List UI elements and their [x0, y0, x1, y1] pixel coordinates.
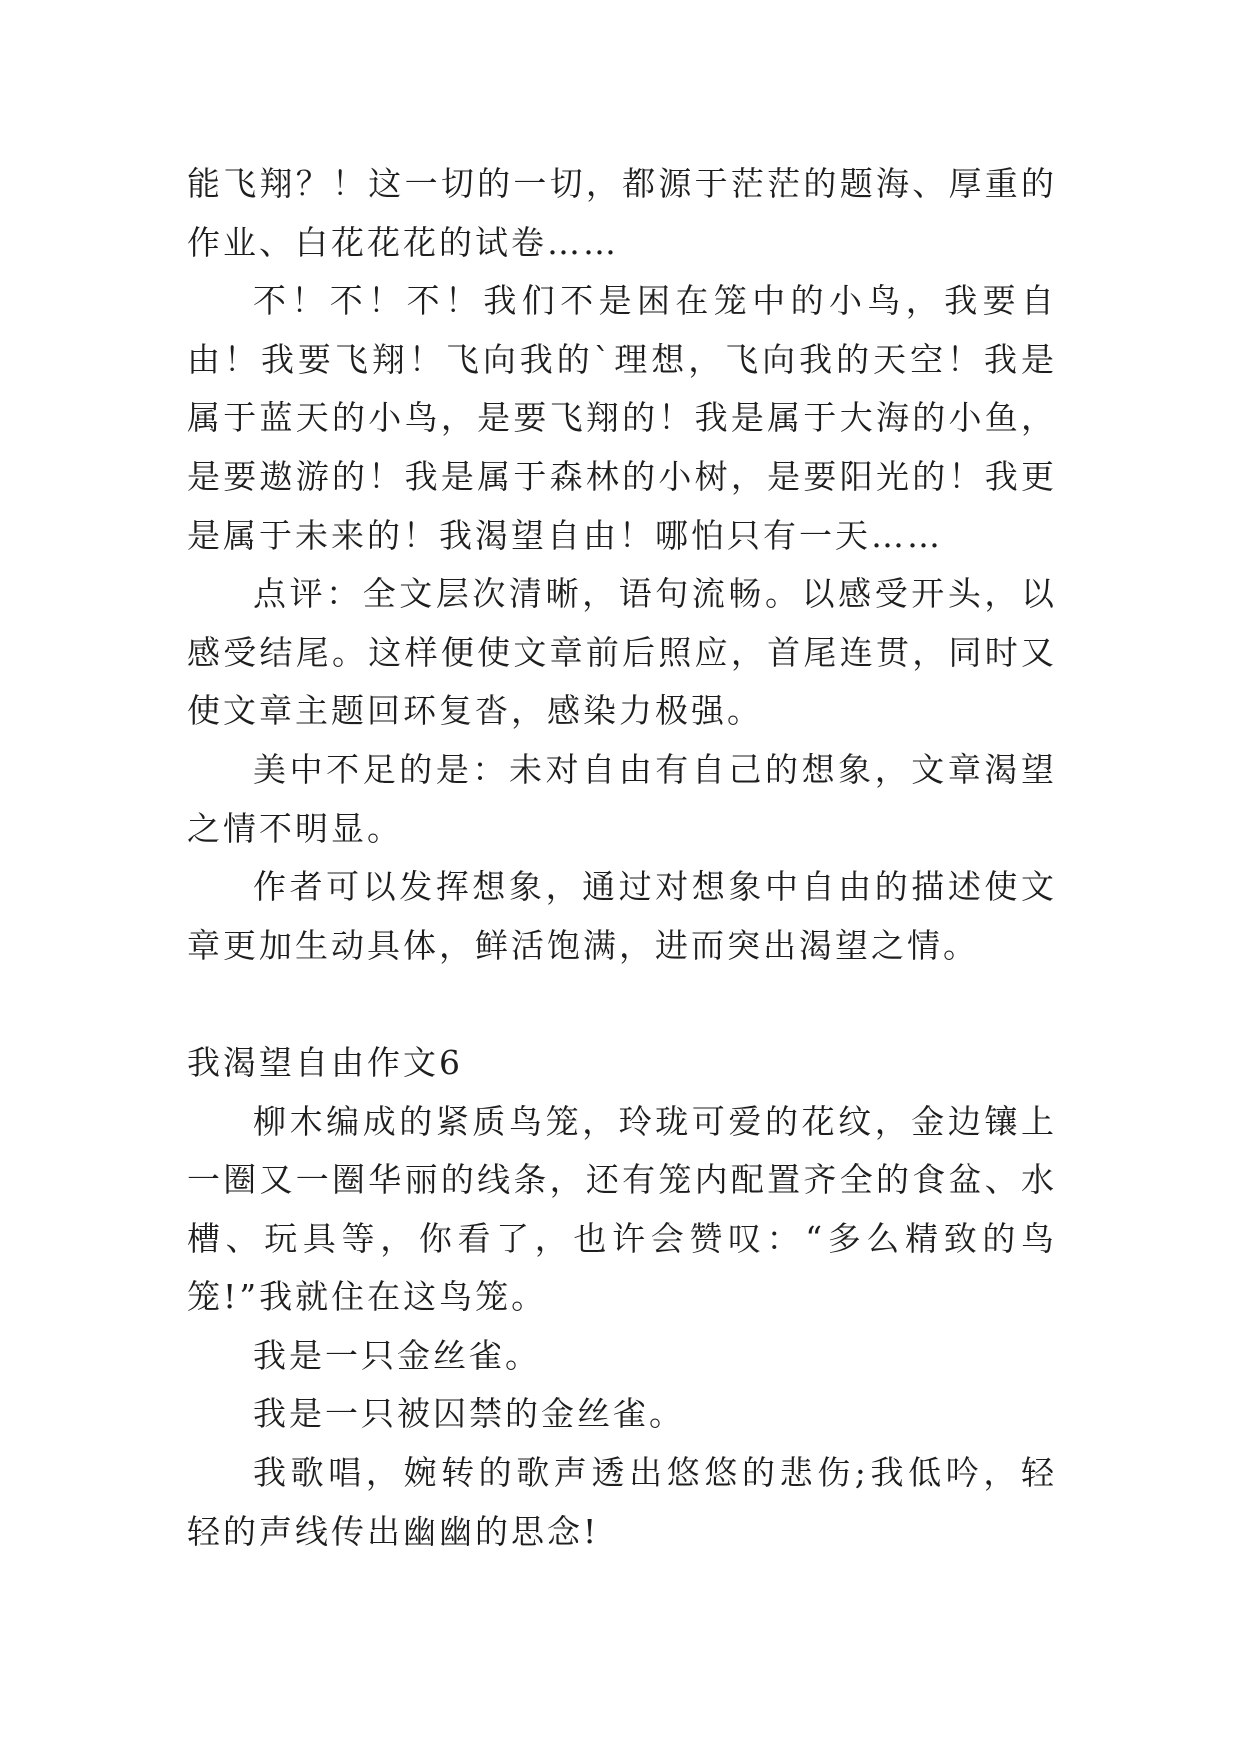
- document-body: [187, 155, 1057, 1561]
- paragraph-shortcoming: 美中不足的是：未对自由有自己的想象，文章渴望之情不明显。: [187, 749, 1057, 848]
- paragraph-yearning-to-fly: 不！不！不！我们不是困在笼中的小鸟，我要自由！我要飞翔！飞向我的`理想，飞向我的天空！我是属于蓝天的小鸟，是要飞翔的！我是属于大海的小鱼，是要遨游的！我是属于森林的小树，是要阳光的！我更是属于未来的！我渴望自由！哪怕只有一天……: [187, 281, 1057, 555]
- paragraph-singing: 我歌唱，婉转的歌声透出悠悠的悲伤;我低吟，轻轻的声线传出幽幽的思念!: [187, 1453, 1057, 1551]
- section-spacer: [187, 975, 1057, 1034]
- paragraph-continued-question: 能飞翔？！这一切的一切，都源于茫茫的题海、厚重的作业、白花花花的试卷……: [187, 164, 1057, 262]
- paragraph-comment: 点评：全文层次清晰，语句流畅。以感受开头，以感受结尾。这样便使文章前后照应，首尾连贯，同时又使文章主题回环复沓，感染力极强。: [187, 574, 1057, 731]
- paragraph-suggestion: 作者可以发挥想象，通过对想象中自由的描述使文章更加生动具体，鲜活饱满，进而突出渴望之情。: [187, 867, 1057, 965]
- paragraph-birdcage: 柳木编成的紧质鸟笼，玲珑可爱的花纹，金边镶上一圈又一圈华丽的线条，还有笼内配置齐全的食盆、水槽、玩具等，你看了，也许会赞叹：“多么精致的鸟笼!”我就住在这鸟笼。: [187, 1101, 1057, 1317]
- paragraph-canary: 我是一只金丝雀。: [253, 1335, 541, 1375]
- section-title: 我渴望自由作文6: [187, 1042, 463, 1082]
- paragraph-imprisoned-canary: 我是一只被囚禁的金丝雀。: [253, 1394, 685, 1434]
